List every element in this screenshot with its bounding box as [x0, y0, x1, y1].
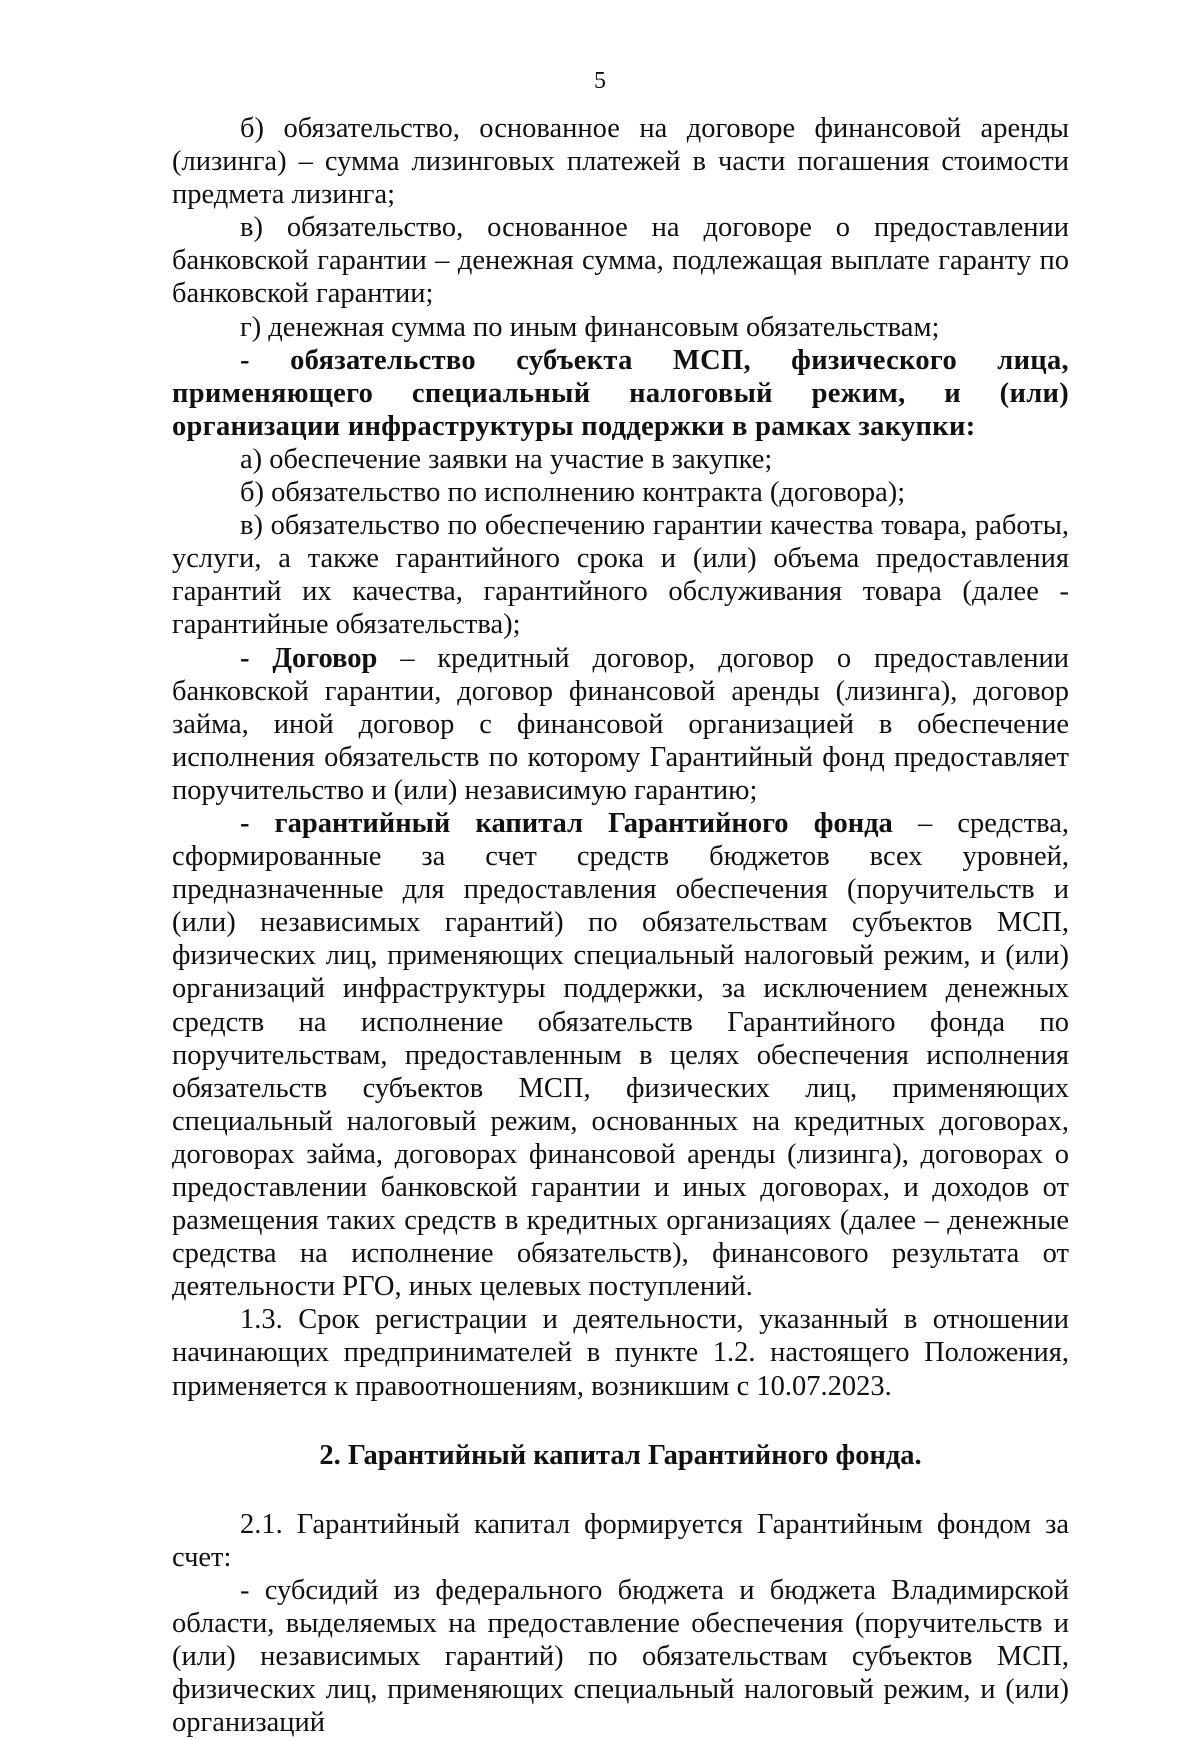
paragraph-contract-definition	[172, 642, 1069, 807]
bold-procurement-term: - обязательство субъекта МСП, физического лица, применяющего специальный налоговый режим, и (или) организации инфраструктуры поддержки в рамках закупки:	[172, 344, 1069, 442]
document-body	[172, 112, 1069, 1739]
paragraph-subsidies: - субсидий из федерального бюджета и бюджета Владимирской области, выделяемых на предоставление обеспечения (поручительств и (или) независимых гарантий) по обязательствам субъектов МСП, физических лиц, применяющих специальный налоговый режим, и (или) организаций	[172, 1574, 1069, 1739]
paragraph-procurement-obligation	[172, 344, 1069, 443]
paragraph-1-3: 1.3. Срок регистрации и деятельности, указанный в отношении начинающих предпринимателей в пункте 1.2. настоящего Положения, применяется к правоотношениям, возникшим с 10.07.2023.	[172, 1304, 1069, 1402]
paragraph-2-1: 2.1. Гарантийный капитал формируется Гарантийным фондом за счет:	[172, 1508, 1069, 1573]
contract-definition-text: – кредитный договор, договор о предоставлении банковской гарантии, договор финансовой аренды (лизинга), договор займа, иной договор с финансовой организацией в обеспечение исполнения обязательств по которому Гарантийный фонд предоставляет поручительство и (или) независимую гарантию;	[172, 642, 1070, 806]
paragraph-guarantee-capital-definition	[172, 807, 1069, 1303]
paragraph-other-obligations: г) денежная сумма по иным финансовым обязательствам;	[240, 311, 940, 343]
bold-term-guarantee-capital: - гарантийный капитал Гарантийного фонда	[240, 807, 893, 839]
paragraph-contract-execution: б) обязательство по исполнению контракта (договора);	[240, 477, 906, 509]
paragraph-lease-obligation: б) обязательство, основанное на договоре финансовой аренды (лизинга) – сумма лизинговых платежей в части погашения стоимости предмета лизинга;	[172, 113, 1069, 211]
page-number: 5	[594, 68, 606, 94]
paragraph-warranty-obligations: в) обязательство по обеспечению гарантии качества товара, работы, услуги, а также гарантийного срока и (или) объема предоставления гарантий их качества, гарантийного обслуживания товара (далее - гарантийные обязательства);	[172, 510, 1069, 641]
paragraph-application-security: а) обеспечение заявки на участие в закупке;	[240, 443, 773, 475]
paragraph-bank-guarantee-obligation: в) обязательство, основанное на договоре о предоставлении банковской гарантии – денежная сумма, подлежащая выплате гаранту по банковской гарантии;	[172, 212, 1069, 310]
guarantee-capital-definition-text: – средства, сформированные за счет средств бюджетов всех уровней, предназначенные для предоставления обеспечения (поручительств и (или) независимых гарантий) по обязательствам субъектов МСП, физических лиц, применяющих специальный налоговый режим, и (или) организаций инфраструктуры поддержки, за исключением денежных средств на исполнение обязательств Гарантийного фонда по поручительствам, предоставленным в целях обеспечения исполнения обязательств субъектов МСП, физических лиц, применяющих специальный налоговый режим, основанных на кредитных договорах, договорах займа, договорах финансовой аренды (лизинга), договорах о предоставлении банковской гарантии и иных договорах, и доходов от размещения таких средств в кредитных организациях (далее – денежные средства на исполнение обязательств), финансового результата от деятельности РГО, иных целевых поступлений.	[172, 807, 1069, 1303]
section-heading: 2. Гарантийный капитал Гарантийного фонда.	[319, 1439, 922, 1471]
bold-term-contract: - Договор	[240, 642, 378, 674]
